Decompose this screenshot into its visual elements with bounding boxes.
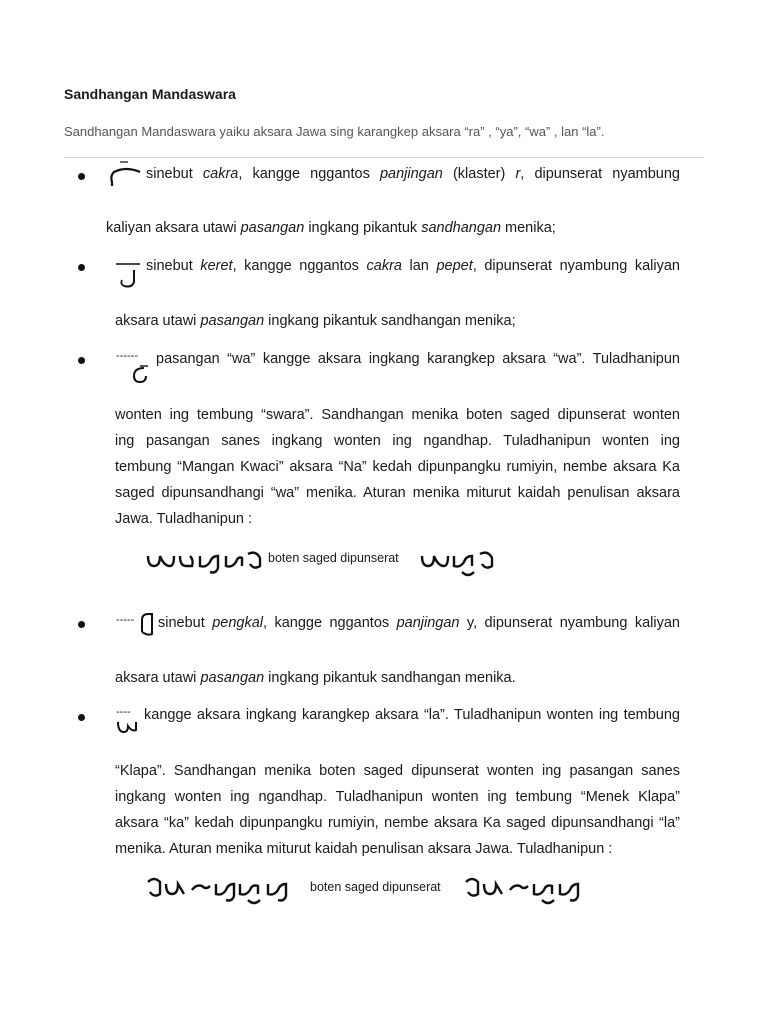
item-3-line-2: wonten ing tembung “swara”. Sandhangan menika boten saged dipunserat wonten <box>115 407 680 423</box>
item-5-line-1: kangge aksara ingkang karangkep aksara “la”. Tuladhanipun wonten ing tembung <box>144 707 680 723</box>
item-4-line-1: sinebut pengkal, kangge nggantos panjingan y, dipunserat nyambung kaliyan <box>158 615 680 631</box>
dashes: ---- <box>116 706 131 718</box>
item-1-line-1: sinebut cakra, kangge nggantos panjingan (klaster) r, dipunserat nyambung <box>146 166 680 182</box>
pasangan-wa-glyph <box>128 364 152 386</box>
item-5-line-3: ingkang wonten ing ngandhap. Tuladhanipun wonten ing tembung “Menek Klapa” <box>115 789 680 805</box>
item-4-line-2: aksara utawi pasangan ingkang pikantuk sandhangan menika. <box>115 670 516 686</box>
bullet <box>78 621 85 628</box>
pasangan-la-glyph <box>114 718 140 736</box>
dashes: ----- <box>116 614 135 626</box>
cakra-glyph <box>106 160 146 188</box>
item-3-line-3: ing pasangan sanes ingkang wonten ing ngandhap. Tuladhanipun wonten ing <box>115 433 680 449</box>
item-5-line-5: menika. Aturan menika miturut kaidah penulisan aksara Jawa. Tuladhanipun : <box>115 841 613 857</box>
bullet <box>78 264 85 271</box>
javanese-example-correct <box>144 874 306 910</box>
page-title: Sandhangan Mandaswara <box>64 86 236 102</box>
example-caption: boten saged dipunserat <box>268 551 399 565</box>
bullet <box>78 173 85 180</box>
javanese-example-incorrect <box>418 546 504 582</box>
item-3-line-5: saged dipunsandhangi “wa” menika. Aturan menika miturut kaidah penulisan aksara <box>115 485 680 501</box>
item-3-line-6: Jawa. Tuladhanipun : <box>115 511 253 527</box>
bullet <box>78 357 85 364</box>
item-5-line-4: aksara “ka” kedah dipunpangku rumiyin, nembe aksara Ka saged dipunsandhangi “la” <box>115 815 680 831</box>
item-2-line-1: sinebut keret, kangge nggantos cakra lan pepet, dipunserat nyambung kaliyan <box>146 258 680 274</box>
item-2-line-2: aksara utawi pasangan ingkang pikantuk sandhangan menika; <box>115 313 516 329</box>
javanese-example-correct <box>144 546 264 578</box>
item-5-line-2: “Klapa”. Sandhangan menika boten saged dipunserat wonten ing pasangan sanes <box>115 763 680 779</box>
intro-text: Sandhangan Mandaswara yaiku aksara Jawa sing karangkep aksara “ra” , “ya”, “wa” , lan “la”. <box>64 124 605 139</box>
pengkal-glyph <box>128 610 158 640</box>
divider <box>64 157 704 158</box>
example-caption: boten saged dipunserat <box>310 880 441 894</box>
dashes: ------ <box>116 350 138 362</box>
bullet <box>78 714 85 721</box>
item-3-line-1: pasangan “wa” kangge aksara ingkang karangkep aksara “wa”. Tuladhanipun <box>156 351 680 367</box>
keret-glyph <box>114 256 144 292</box>
item-3-line-4: tembung “Mangan Kwaci” aksara “Na” kedah dipunpangku rumiyin, nembe aksara Ka <box>115 459 680 475</box>
item-1-line-2: kaliyan aksara utawi pasangan ingkang pikantuk sandhangan menika; <box>106 220 556 236</box>
javanese-example-incorrect <box>462 874 586 910</box>
